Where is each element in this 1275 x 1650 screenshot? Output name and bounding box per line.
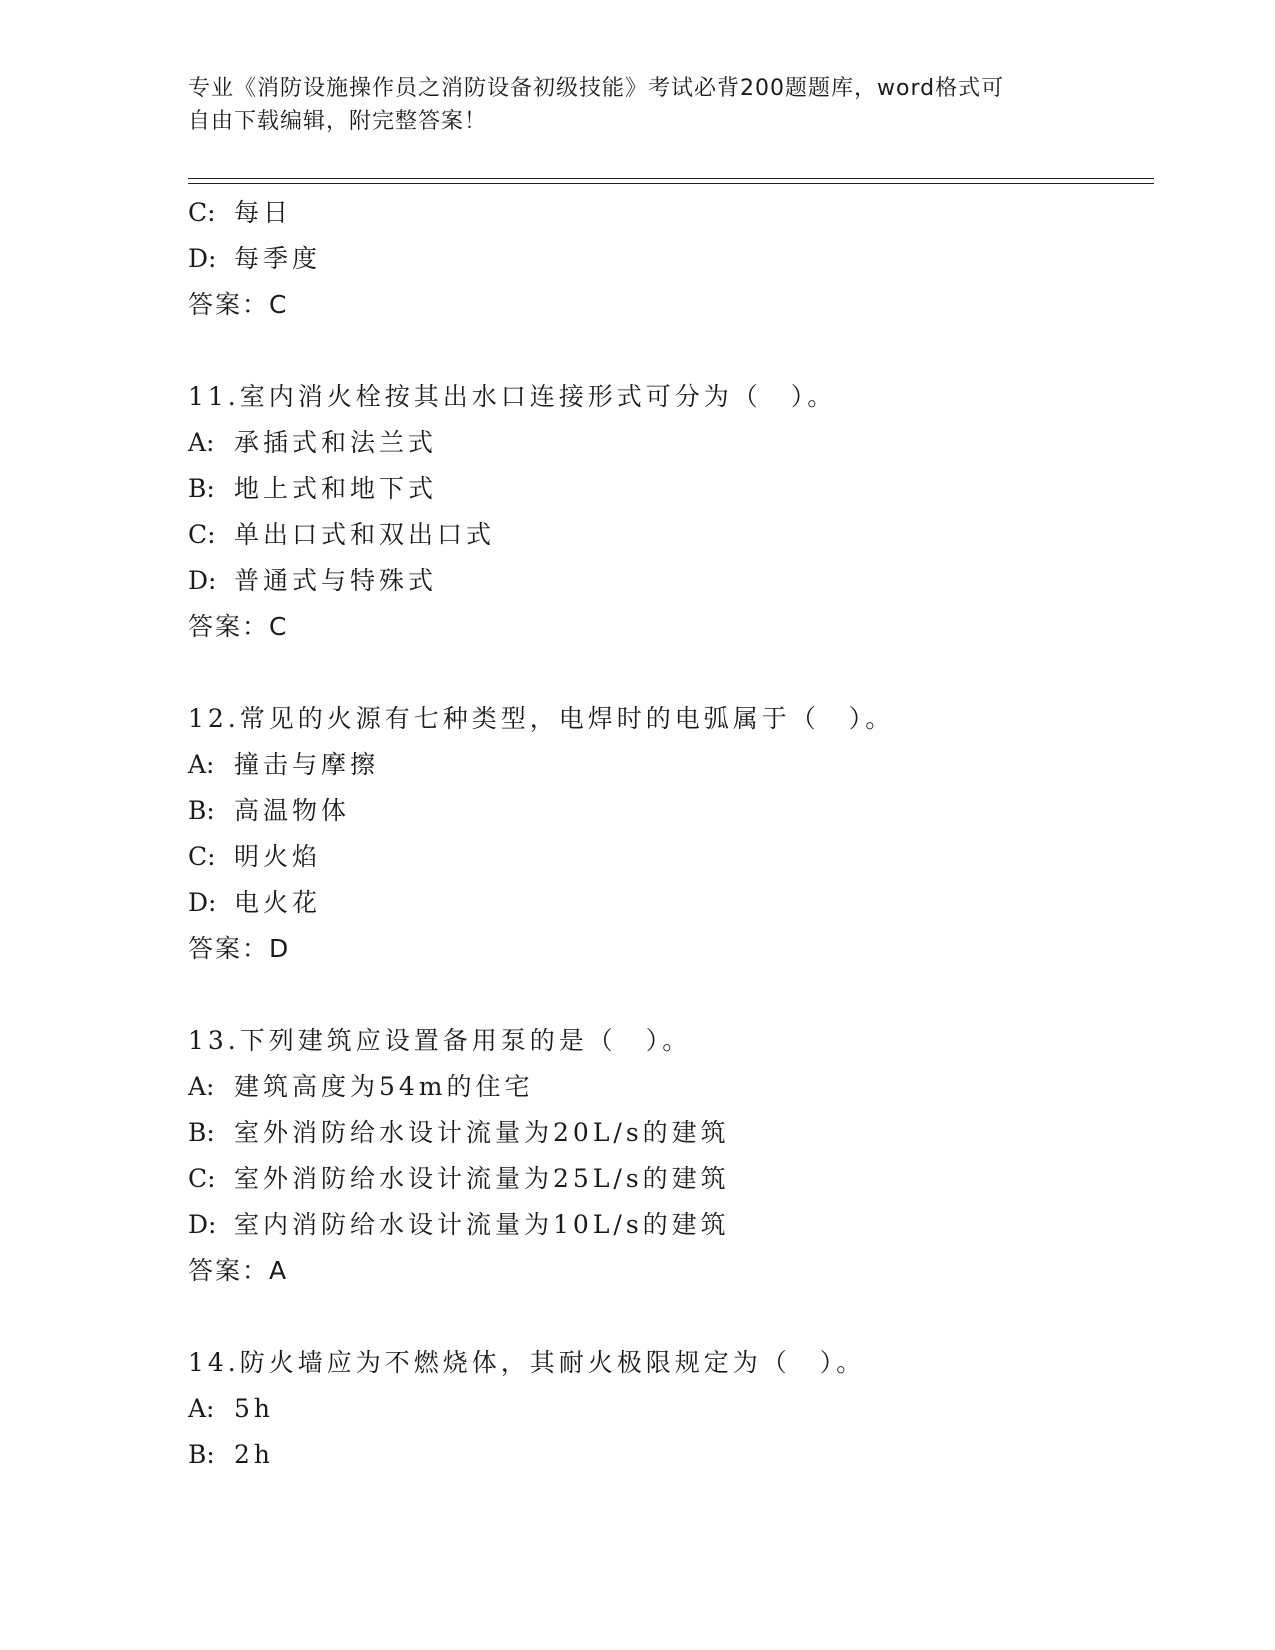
option-b [188,466,1148,512]
option-label: D: [188,888,217,917]
option-text: 明火焰 [234,842,322,871]
option-text: 每季度 [234,244,322,273]
option-a [188,1386,1148,1432]
option-label: A: [188,750,215,779]
option-a [188,1064,1148,1110]
header-title-line-1: 专业《消防设施操作员之消防设备初级技能》考试必背200题题库，word格式可 [188,76,1005,101]
option-b [188,788,1148,834]
option-d [188,1202,1148,1248]
question-stem-13: 13.下列建筑应设置备用泵的是（ ）。 [188,1026,692,1055]
option-label: A: [188,428,215,457]
option-text: 承插式和法兰式 [234,428,438,457]
option-text: 室内消防给水设计流量为10L/s的建筑 [234,1210,730,1239]
question-stem-14: 14.防火墙应为不燃烧体，其耐火极限规定为（ ）。 [188,1348,866,1377]
option-label: B: [188,474,215,503]
option-label: C: [188,1164,216,1193]
option-d [188,236,1148,282]
option-label: A: [188,1072,215,1101]
question-stem-12: 12.常见的火源有七种类型，电焊时的电弧属于（ ）。 [188,704,895,733]
answer-line: 答案：D [188,934,291,963]
option-text: 每日 [234,198,293,227]
option-text: 5h [234,1394,275,1423]
answer-line: 答案：C [188,612,289,641]
option-label: B: [188,1118,215,1147]
option-label: D: [188,244,217,273]
option-d [188,880,1148,926]
option-b [188,1432,1148,1478]
option-text: 室外消防给水设计流量为20L/s的建筑 [234,1118,730,1147]
option-label: C: [188,842,216,871]
option-c [188,190,1148,236]
question-list [188,190,1148,1478]
option-text: 单出口式和双出口式 [234,520,496,549]
question-stem-11: 11.室内消火栓按其出水口连接形式可分为（ ）。 [188,382,837,411]
option-c [188,1156,1148,1202]
option-a [188,420,1148,466]
option-d [188,558,1148,604]
option-label: C: [188,520,216,549]
option-label: D: [188,566,217,595]
answer-line: 答案：A [188,1256,289,1285]
option-label: B: [188,796,215,825]
option-c [188,834,1148,880]
header-title-line-2: 自由下载编辑，附完整答案！ [188,109,488,134]
option-text: 电火花 [234,888,322,917]
option-b [188,1110,1148,1156]
option-label: A: [188,1394,215,1423]
option-label: D: [188,1210,217,1239]
document-header [188,72,1088,138]
option-text: 撞击与摩擦 [234,750,380,779]
answer-line: 答案：C [188,290,289,319]
option-label: B: [188,1440,215,1469]
option-text: 普通式与特殊式 [234,566,438,595]
header-divider-top [188,178,1154,179]
option-text: 高温物体 [234,796,351,825]
option-text: 建筑高度为54m的住宅 [234,1072,534,1101]
option-text: 地上式和地下式 [234,474,438,503]
option-c [188,512,1148,558]
option-label: C: [188,198,216,227]
option-text: 2h [234,1440,275,1469]
option-text: 室外消防给水设计流量为25L/s的建筑 [234,1164,730,1193]
header-divider-bottom [188,183,1154,184]
option-a [188,742,1148,788]
